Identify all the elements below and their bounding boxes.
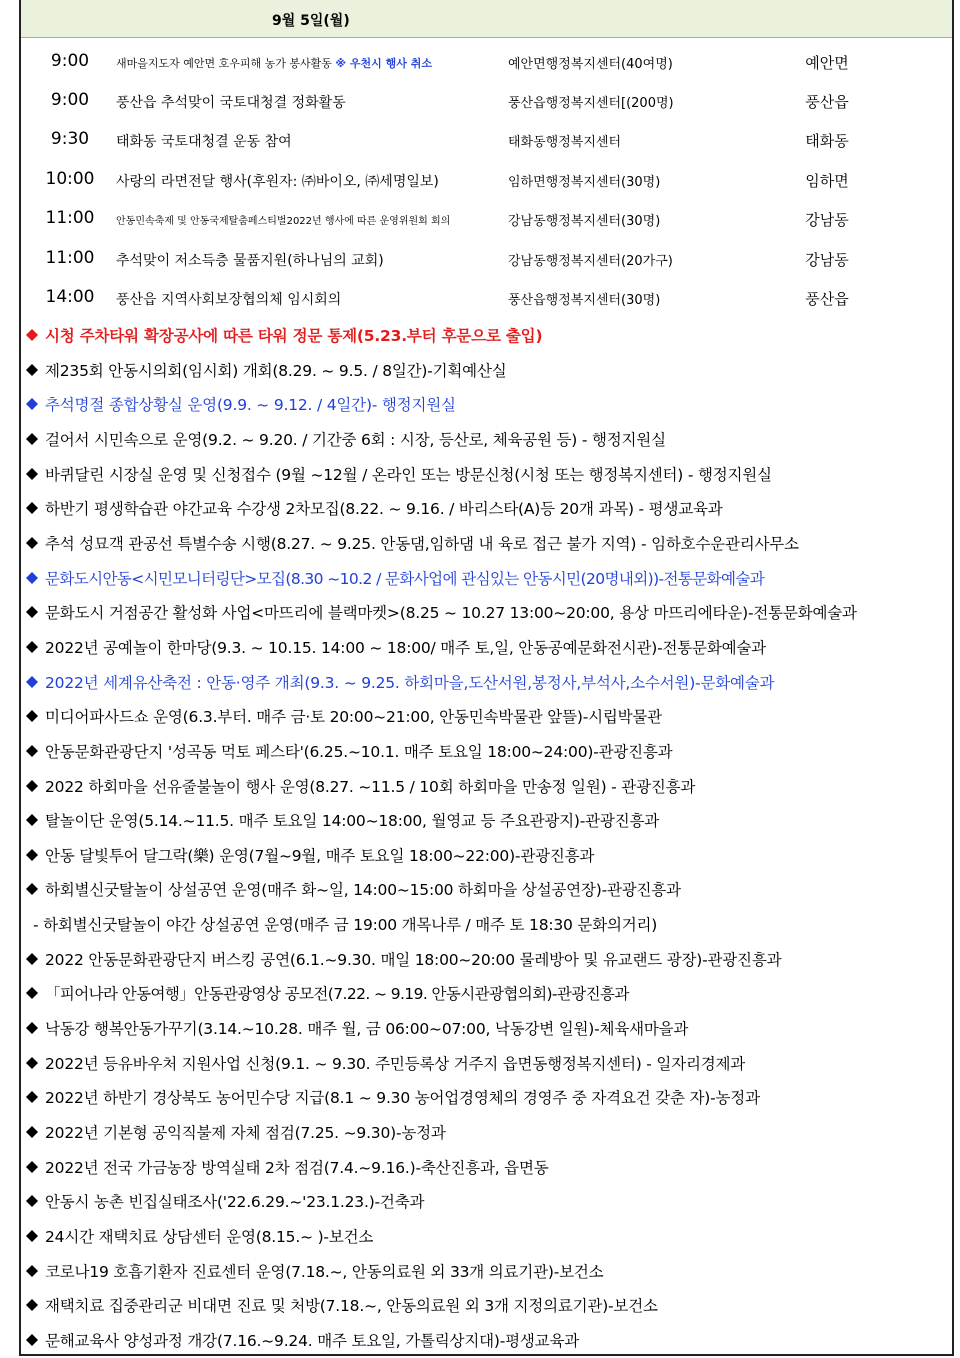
schedule-row (0, 79, 960, 119)
diamond-bullet-icon (25, 986, 39, 1000)
notice-item (25, 1078, 955, 1112)
notice-item (25, 974, 955, 1008)
notice-item (25, 836, 955, 870)
diamond-bullet-icon (25, 1264, 39, 1278)
diamond-bullet-icon (25, 1160, 39, 1174)
notice-item (25, 801, 955, 835)
notice-text: 「피어나라 안동여행」안동관광영상 공모전(7.22. ~ 9.19. 안동시관광협의회)-관광진흥과 (45, 985, 629, 1004)
diamond-bullet-icon (25, 1056, 39, 1070)
diamond-bullet-icon (25, 432, 39, 446)
notice-text: 2022 안동문화관광단지 버스킹 공연(6.1.~9.30. 매일 18:00~20:00 물레방아 및 유교랜드 광장)-관광진흥과 (45, 950, 782, 969)
notice-item (25, 1252, 955, 1286)
diamond-bullet-icon (25, 363, 39, 377)
schedule-event (116, 92, 346, 112)
notice-item (25, 1009, 955, 1043)
schedule-event (116, 212, 450, 227)
schedule-event (116, 171, 439, 191)
schedule-time: 10:00 (45, 169, 95, 189)
notice-text: 제235회 안동시의회(임시회) 개회(8.29. ~ 9.5. / 8일간)-기획예산실 (45, 361, 507, 380)
notice-text: 24시간 재택치료 상담센터 운영(8.15.~ )-보건소 (45, 1227, 374, 1246)
notice-text: 추석 성묘객 관공선 특별수송 시행(8.27. ~ 9.25. 안동댐,임하댐 내 육로 접근 불가 지역) - 임하호수운관리사무소 (45, 534, 799, 553)
notice-text: 2022년 등유바우처 지원사업 신청(9.1. ~ 9.30. 주민등록상 거주지 읍면동행정복지센터) - 일자리경제과 (45, 1054, 746, 1073)
schedule-event (116, 289, 341, 309)
diamond-bullet-icon (25, 397, 39, 411)
notice-item (25, 455, 955, 489)
notice-text: 시청 주차타워 확장공사에 따른 타워 정문 통제(5.23.부터 후문으로 출입) (45, 327, 543, 345)
notice-item (25, 593, 955, 627)
notice-item (25, 1217, 955, 1251)
notice-item (25, 1182, 955, 1216)
notice-text: 하회별신굿탈놀이 상설공연 운영(매주 화~일, 14:00~15:00 하회마을 상설공연장)-관광진흥과 (45, 881, 681, 900)
schedule-region: 임하면 (805, 172, 849, 190)
notice-item (25, 1321, 955, 1355)
diamond-bullet-icon (25, 1229, 39, 1243)
notice-item (25, 870, 955, 904)
diamond-bullet-icon (25, 813, 39, 827)
diamond-bullet-icon (25, 952, 39, 966)
notice-item (25, 524, 955, 558)
notice-text: 2022년 공예놀이 한마당(9.3. ~ 10.15. 14:00 ~ 18:00/ 매주 토,일, 안동공예문화전시관)-전통문화예술과 (45, 638, 766, 657)
notice-item (25, 1286, 955, 1320)
notice-item (25, 1044, 955, 1078)
diamond-bullet-icon (25, 467, 39, 481)
schedule-event (116, 250, 384, 270)
notice-item (25, 663, 955, 697)
diamond-bullet-icon (25, 1090, 39, 1104)
diamond-bullet-icon (25, 744, 39, 758)
notice-text: 낙동강 행복안동가꾸기(3.14.~10.28. 매주 월, 금 06:00~07:00, 낙동강변 일원)-체육새마을과 (45, 1020, 689, 1038)
schedule-time: 14:00 (45, 287, 95, 307)
diamond-bullet-icon (25, 1021, 39, 1035)
schedule-venue: 강남동행정복지센터(20가구) (508, 254, 673, 269)
notice-text: 문화도시안동<시민모니터링단>모집(8.30 ~10.2 / 문화사업에 관심있는 안동시민(20명내외))-전통문화예술과 (45, 569, 765, 588)
schedule-row (0, 158, 960, 198)
schedule-event-text: 풍산읍 지역사회보장협의체 임시회의 (116, 292, 342, 308)
notice-text: 안동시 농촌 빈집실태조사('22.6.29.~'23.1.23.)-건축과 (45, 1193, 425, 1212)
notice-item (25, 905, 955, 939)
schedule-venue: 예안면행정복지센터(40여명) (508, 57, 673, 72)
schedule-event-text: 추석맞이 저소득층 물품지원(하나님의 교회) (116, 253, 384, 269)
schedule-event (116, 55, 432, 71)
notice-text: 2022년 하반기 경상북도 농어민수당 지급(8.1 ~ 9.30 농어업경영체의 경영주 중 자격요건 갖춘 자)-농정과 (45, 1089, 760, 1108)
notice-text: 추석명절 종합상황실 운영(9.9. ~ 9.12. / 4일간)- 행정지원실 (45, 396, 456, 415)
notice-item (25, 1113, 955, 1147)
schedule-row (0, 237, 960, 277)
notice-text: 탈놀이단 운영(5.14.~11.5. 매주 토요일 14:00~18:00, 월영교 등 주요관광지)-관광진흥과 (45, 812, 660, 831)
diamond-bullet-icon (25, 640, 39, 654)
schedule-region: 풍산읍 (805, 93, 849, 111)
schedule-time: 9:00 (50, 90, 90, 110)
schedule-time: 11:00 (45, 208, 95, 228)
schedule-venue: 강남동행정복지센터(30명) (508, 214, 661, 229)
diamond-bullet-icon (25, 501, 39, 515)
diamond-bullet-icon (25, 882, 39, 896)
notice-text: 2022년 세계유산축전 : 안동·영주 개최(9.3. ~ 9.25. 하회마을,도산서원,봉정사,부석사,소수서원)-문화예술과 (45, 673, 775, 692)
diamond-bullet-icon (25, 536, 39, 550)
schedule-event-text: 사랑의 라면전달 행사(후원자: ㈜바이오, ㈜세명일보) (116, 174, 439, 190)
diamond-bullet-icon (25, 1125, 39, 1139)
diamond-bullet-icon (25, 779, 39, 793)
schedule-time: 11:00 (45, 248, 95, 268)
date-title: 9월 5일(월) (272, 13, 350, 29)
notice-item (25, 1148, 955, 1182)
notice-text: 하반기 평생학습관 야간교육 수강생 2차모집(8.22. ~ 9.16. / 바리스타(A)등 20개 과목) - 평생교육과 (45, 500, 723, 519)
date-header (21, 0, 952, 38)
notice-item (25, 420, 955, 454)
diamond-bullet-icon (25, 1194, 39, 1208)
notice-item (25, 385, 955, 419)
notice-item (25, 732, 955, 766)
schedule-venue: 풍산읍행정복지센터(30명) (508, 293, 661, 308)
notice-text: 걸어서 시민속으로 운영(9.2. ~ 9.20. / 기간중 6회 : 시장, 등산로, 체육공원 등) - 행정지원실 (45, 430, 666, 449)
schedule-event-text: 안동민속축제 및 안동국제탈춤페스티벌2022년 행사에 따른 운영위원회 회의 (116, 216, 451, 227)
schedule-venue: 태화동행정복지센터 (508, 135, 622, 150)
schedule-time: 9:00 (50, 51, 90, 71)
notice-text: 문해교육사 양성과정 개강(7.16.~9.24. 매주 토요일, 가톨릭상지대)-평생교육과 (45, 1331, 579, 1350)
notice-item (25, 316, 955, 350)
schedule-event-text: 풍산읍 추석맞이 국토대청결 정화활동 (116, 95, 346, 111)
notice-text: 코로나19 호흡기환자 진료센터 운영(7.18.~, 안동의료원 외 33개 의료기관)-보건소 (45, 1262, 604, 1281)
notice-text: 2022 하회마을 선유줄불놀이 행사 운영(8.27. ~11.5 / 10회 하회마을 만송정 일원) - 관광진흥과 (45, 777, 696, 796)
schedule-event (116, 131, 292, 151)
diamond-bullet-icon (25, 1333, 39, 1347)
notice-item (25, 351, 955, 385)
notice-text: 재택치료 집중관리군 비대면 진료 및 처방(7.18.~, 안동의료원 외 3개 지정의료기관)-보건소 (45, 1297, 658, 1316)
schedule-event-text: 새마을지도자 예안면 호우피해 농가 봉사활동 (116, 57, 332, 70)
schedule-region: 예안면 (805, 54, 849, 72)
schedule-row (0, 40, 960, 80)
schedule-event-note: ※ 우천시 행사 취소 (335, 57, 432, 70)
schedule-time: 9:30 (50, 129, 90, 149)
notice-item (25, 559, 955, 593)
schedule-venue: 임하면행정복지센터(30명) (508, 175, 661, 190)
diamond-bullet-icon (25, 571, 39, 585)
notice-text: 2022년 전국 가금농장 방역실태 2차 점검(7.4.~9.16.)-축산진흥과, 읍면동 (45, 1158, 549, 1177)
notice-item (25, 697, 955, 731)
diamond-bullet-icon (25, 848, 39, 862)
notice-text: 안동 달빛투어 달그락(樂) 운영(7월~9월, 매주 토요일 18:00~22:00)-관광진흥과 (45, 846, 595, 865)
notice-text: 바퀴달린 시장실 운영 및 신청접수 (9월 ~12월 / 온라인 또는 방문신청(시청 또는 행정복지센터) - 행정지원실 (45, 465, 772, 484)
notice-text: 2022년 기본형 공익직불제 자체 점검(7.25. ~9.30)-농정과 (45, 1123, 446, 1142)
diamond-bullet-icon (25, 328, 39, 342)
notice-text: 안동문화관광단지 '성곡동 먹토 페스타'(6.25.~10.1. 매주 토요일 18:00~24:00)-관광진흥과 (45, 742, 673, 761)
schedule-row (0, 197, 960, 237)
schedule-region: 강남동 (805, 251, 849, 269)
schedule-region: 풍산읍 (805, 290, 849, 308)
notice-text: 미디어파사드쇼 운영(6.3.부터. 매주 금·토 20:00~21:00, 안동민속박물관 앞뜰)-시립박물관 (45, 708, 662, 727)
schedule-row (0, 118, 960, 158)
schedule-event-text: 태화동 국토대청결 운동 참여 (116, 134, 292, 150)
notice-item (25, 489, 955, 523)
notice-item (25, 940, 955, 974)
schedule-venue: 풍산읍행정복지센터[(200명) (508, 96, 674, 111)
notice-text: 문화도시 거점공간 활성화 사업<마뜨리에 블랙마켓>(8.25 ~ 10.27 13:00~20:00, 용상 마뜨리에타운)-전통문화예술과 (45, 604, 857, 623)
diamond-bullet-icon (25, 1298, 39, 1312)
diamond-bullet-icon (25, 709, 39, 723)
schedule-region: 강남동 (805, 211, 849, 229)
schedule-region: 태화동 (805, 132, 849, 150)
diamond-bullet-icon (25, 675, 39, 689)
diamond-bullet-icon (25, 605, 39, 619)
notice-item (25, 628, 955, 662)
schedule-row (0, 276, 960, 316)
notice-text: - 하회별신굿탈놀이 야간 상설공연 운영(매주 금 19:00 개목나루 / 매주 토 18:30 문화의거리) (33, 916, 658, 934)
notice-item (25, 767, 955, 801)
